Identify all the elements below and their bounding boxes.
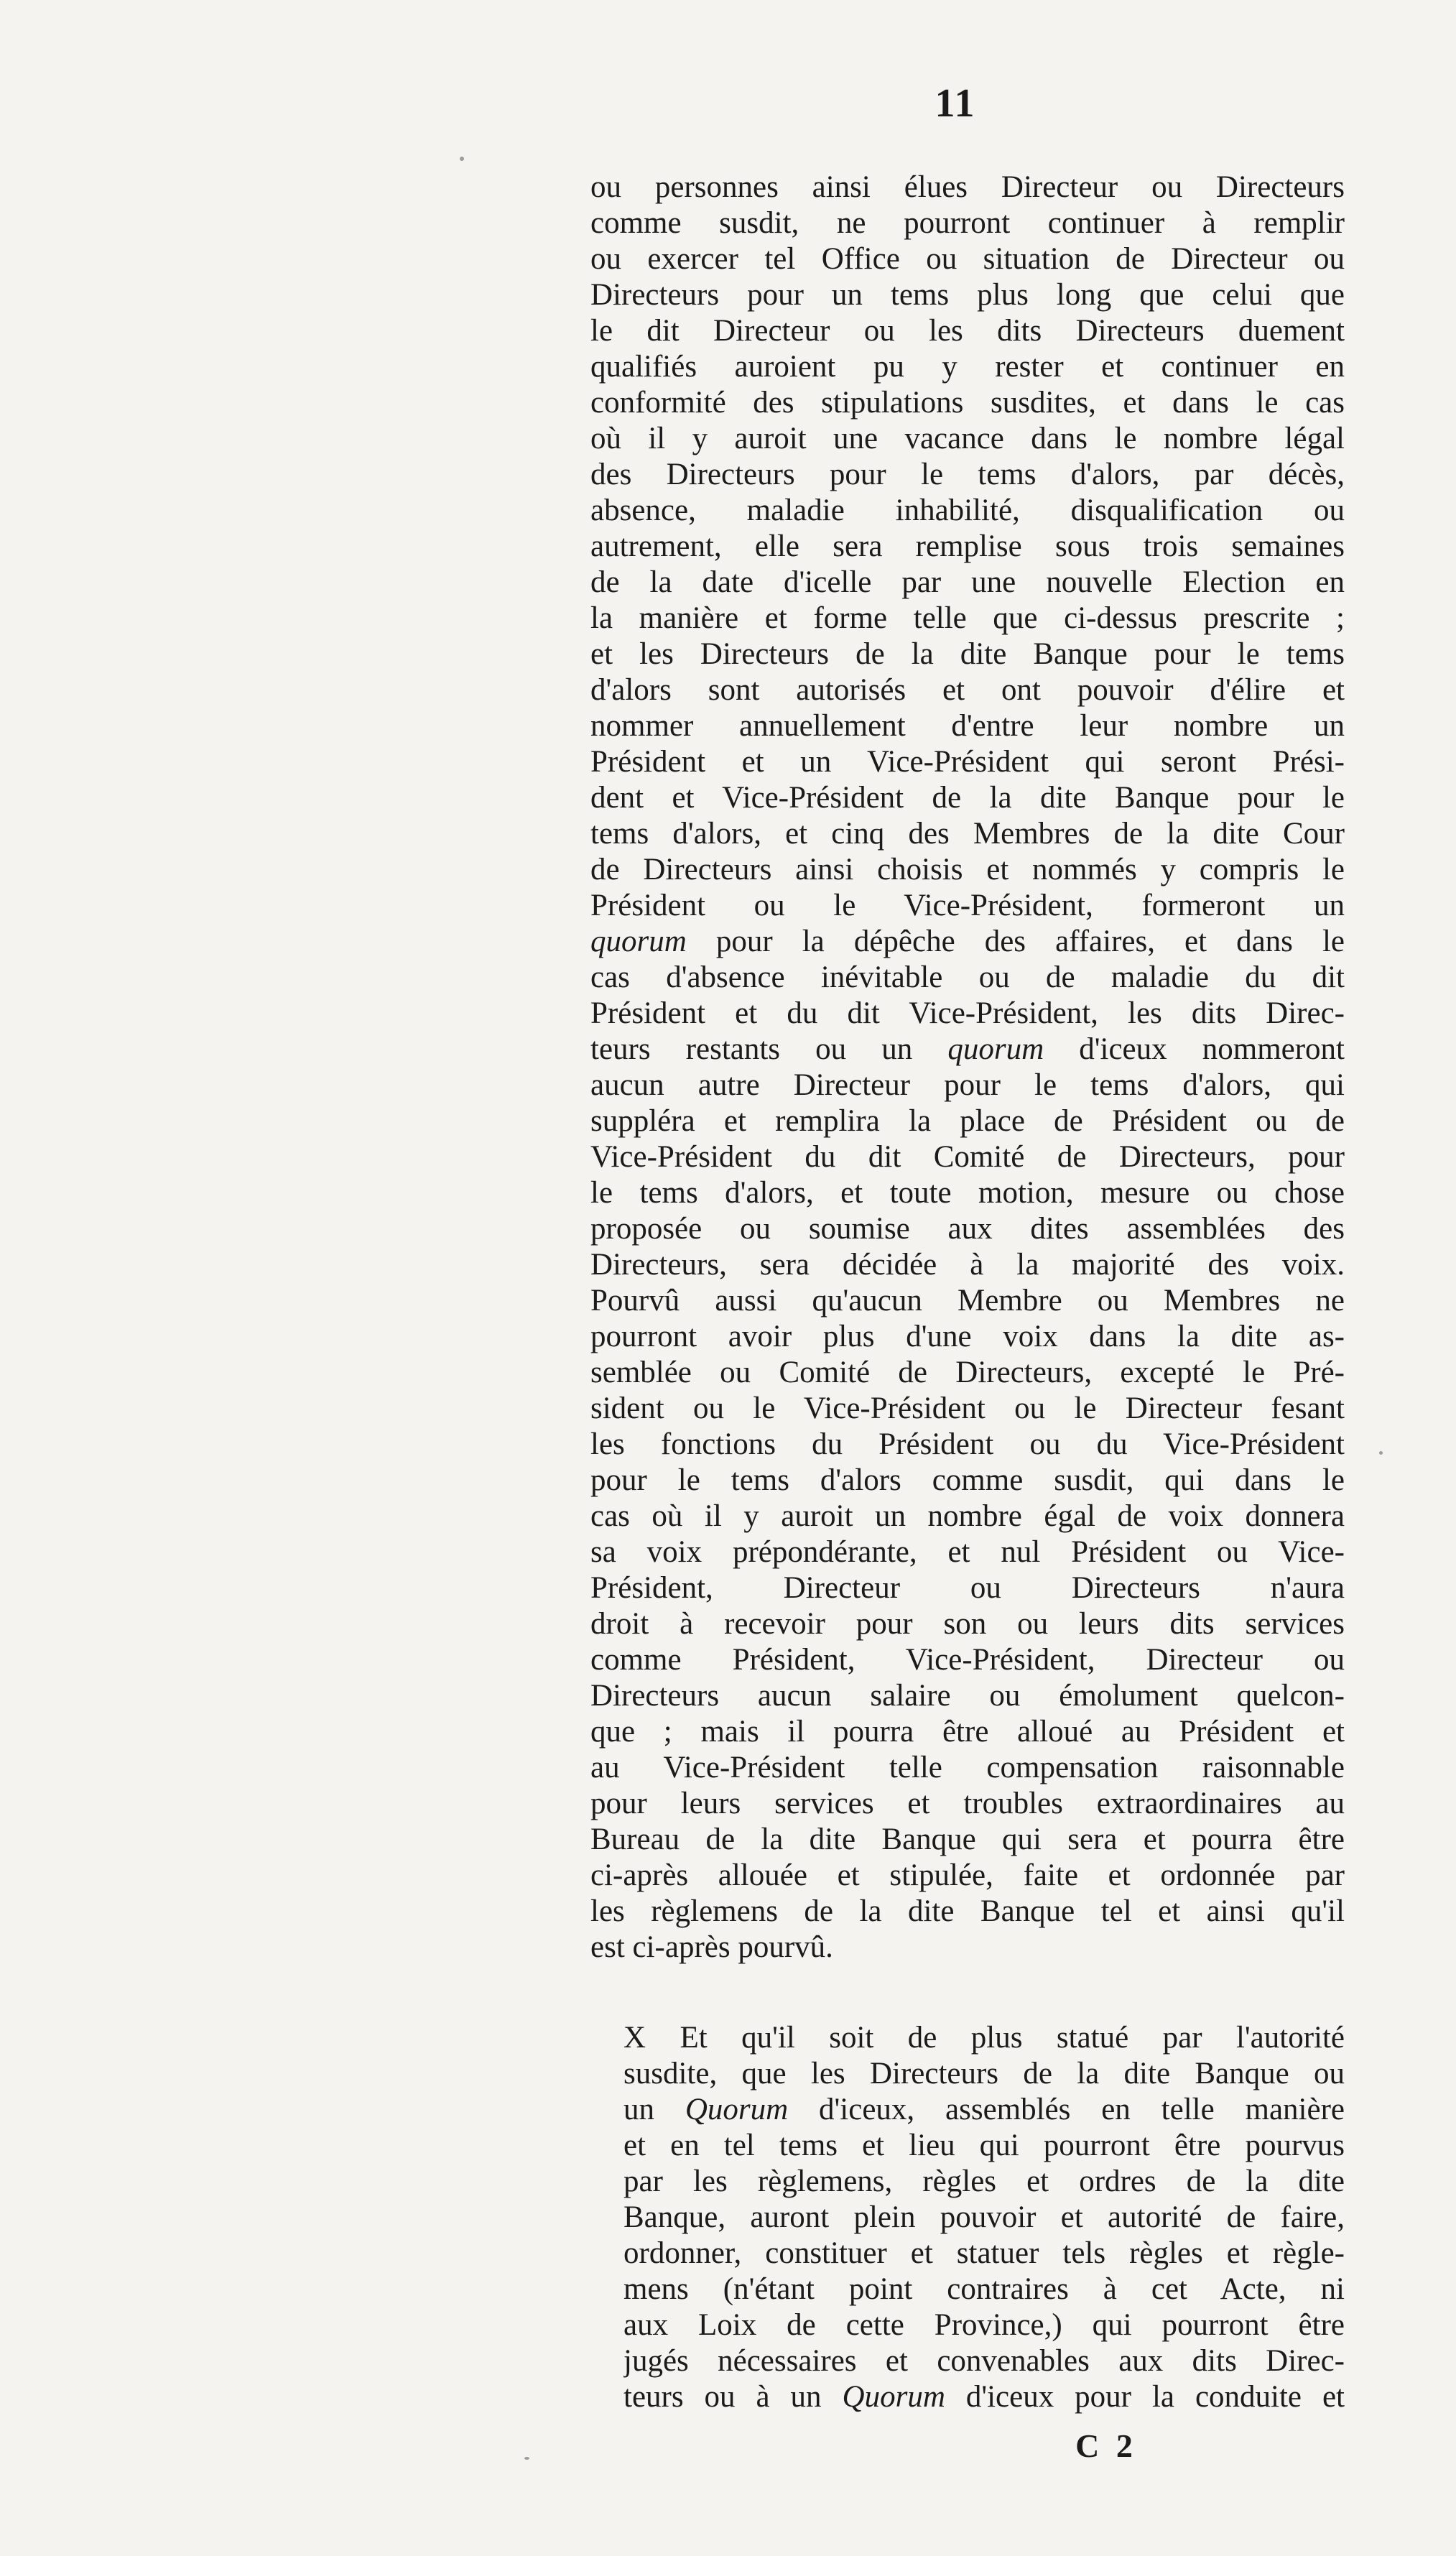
- text-line: absence, maladie inhabilité, disqualification ou: [590, 494, 1345, 527]
- text-line: le dit Directeur ou les dits Directeurs duement: [590, 314, 1345, 348]
- text-line: ou exercer tel Office ou situation de Directeur ou: [590, 242, 1345, 276]
- text-line: aucun autre Directeur pour le tems d'alors, qui: [590, 1068, 1345, 1102]
- text-line: par les règlemens, règles et ordres de la dite: [623, 2164, 1345, 2198]
- text-line: dent et Vice-Président de la dite Banque pour le: [590, 781, 1345, 815]
- text-line: proposée ou soumise aux dites assemblées des: [590, 1212, 1345, 1246]
- text-line: mens (n'étant point contraires à cet Acte, ni: [623, 2272, 1345, 2306]
- text-line: Président, Directeur ou Directeurs n'aura: [590, 1571, 1345, 1605]
- paper-speck: [1379, 1451, 1383, 1455]
- text-line: où il y auroit une vacance dans le nombre légal: [590, 422, 1345, 455]
- text-line: les règlemens de la dite Banque tel et ainsi qu'il: [590, 1894, 1345, 1928]
- text-line: ordonner, constituer et statuer tels règles et règle-: [623, 2236, 1345, 2270]
- text-line: Président ou le Vice-Président, formeront un: [590, 889, 1345, 922]
- text-line: suppléra et remplira la place de Président ou de: [590, 1104, 1345, 1138]
- text-line: au Vice-Président telle compensation raisonnable: [590, 1751, 1345, 1784]
- text-line: de Directeurs ainsi choisis et nommés y compris le: [590, 853, 1345, 886]
- text-line: Président et un Vice-Président qui seront Prési-: [590, 745, 1345, 779]
- text-line: conformité des stipulations susdites, et dans le cas: [590, 386, 1345, 420]
- text-line: un Quorum d'iceux, assemblés en telle manière: [623, 2093, 1345, 2126]
- text-line: pourront avoir plus d'une voix dans la dite as-: [590, 1320, 1345, 1353]
- text-line: Bureau de la dite Banque qui sera et pourra être: [590, 1823, 1345, 1856]
- paragraph-1: [590, 170, 1345, 1965]
- text-line: jugés nécessaires et convenables aux dits Direc-: [623, 2344, 1345, 2378]
- text-line: semblée ou Comité de Directeurs, excepté le Pré-: [590, 1356, 1345, 1389]
- text-line: cas d'absence inévitable ou de maladie du dit: [590, 960, 1345, 994]
- text-line: ci-après allouée et stipulée, faite et ordonnée par: [590, 1858, 1345, 1892]
- text-line: droit à recevoir pour son ou leurs dits services: [590, 1607, 1345, 1641]
- text-line: sident ou le Vice-Président ou le Directeur fesant: [590, 1392, 1345, 1425]
- text-line: Directeurs, sera décidée à la majorité des voix.: [590, 1248, 1345, 1282]
- text-line: de la date d'icelle par une nouvelle Election en: [590, 565, 1345, 599]
- text-line: les fonctions du Président ou du Vice-Président: [590, 1427, 1345, 1461]
- text-line: Vice-Président du dit Comité de Directeurs, pour: [590, 1140, 1345, 1174]
- paragraph-2: [623, 2020, 1345, 2415]
- text-line: aux Loix de cette Province,) qui pourront être: [623, 2308, 1345, 2342]
- text-line: Pourvû aussi qu'aucun Membre ou Membres ne: [590, 1284, 1345, 1318]
- text-line: la manière et forme telle que ci-dessus prescrite ;: [590, 601, 1345, 635]
- text-line: d'alors sont autorisés et ont pouvoir d'élire et: [590, 673, 1345, 707]
- text-line: le tems d'alors, et toute motion, mesure ou chose: [590, 1176, 1345, 1210]
- text-line: susdite, que les Directeurs de la dite Banque ou: [623, 2057, 1345, 2090]
- text-line: Directeurs pour un tems plus long que celui que: [590, 278, 1345, 312]
- text-line: ou personnes ainsi élues Directeur ou Directeurs: [590, 170, 1345, 204]
- text-line: comme susdit, ne pourront continuer à remplir: [590, 206, 1345, 240]
- signature-mark: C 2: [1075, 2427, 1137, 2464]
- text-line: teurs ou à un Quorum d'iceux pour la conduite et: [623, 2380, 1345, 2414]
- text-line: comme Président, Vice-Président, Directeur ou: [590, 1643, 1345, 1677]
- text-line: autrement, elle sera remplise sous trois semaines: [590, 529, 1345, 563]
- text-line: pour le tems d'alors comme susdit, qui dans le: [590, 1463, 1345, 1497]
- text-line: teurs restants ou un quorum d'iceux nommeront: [590, 1032, 1345, 1066]
- text-line: et en tel tems et lieu qui pourront être pourvus: [623, 2129, 1345, 2162]
- text-line: qualifiés auroient pu y rester et continuer en: [590, 350, 1345, 384]
- text-line: pour leurs services et troubles extraordinaires au: [590, 1787, 1345, 1820]
- text-line: quorum pour la dépêche des affaires, et dans le: [590, 925, 1345, 958]
- paper-speck: [460, 157, 464, 161]
- text-line: nommer annuellement d'entre leur nombre un: [590, 709, 1345, 743]
- text-line: Banque, auront plein pouvoir et autorité de faire,: [623, 2200, 1345, 2234]
- text-line: X Et qu'il soit de plus statué par l'autorité: [623, 2021, 1345, 2055]
- text-line: sa voix prépondérante, et nul Président ou Vice-: [590, 1535, 1345, 1569]
- text-line: tems d'alors, et cinq des Membres de la dite Cour: [590, 817, 1345, 851]
- text-line: cas où il y auroit un nombre égal de voix donnera: [590, 1499, 1345, 1533]
- paper-speck: [524, 2457, 529, 2460]
- text-line: que ; mais il pourra être alloué au Président et: [590, 1715, 1345, 1749]
- text-line: des Directeurs pour le tems d'alors, par décès,: [590, 458, 1345, 491]
- text-line: et les Directeurs de la dite Banque pour le tems: [590, 637, 1345, 671]
- text-line: Président et du dit Vice-Président, les dits Direc-: [590, 996, 1345, 1030]
- text-line: est ci-après pourvû.: [590, 1930, 833, 1964]
- text-line: Directeurs aucun salaire ou émolument quelcon-: [590, 1679, 1345, 1713]
- page-number: 11: [935, 81, 976, 126]
